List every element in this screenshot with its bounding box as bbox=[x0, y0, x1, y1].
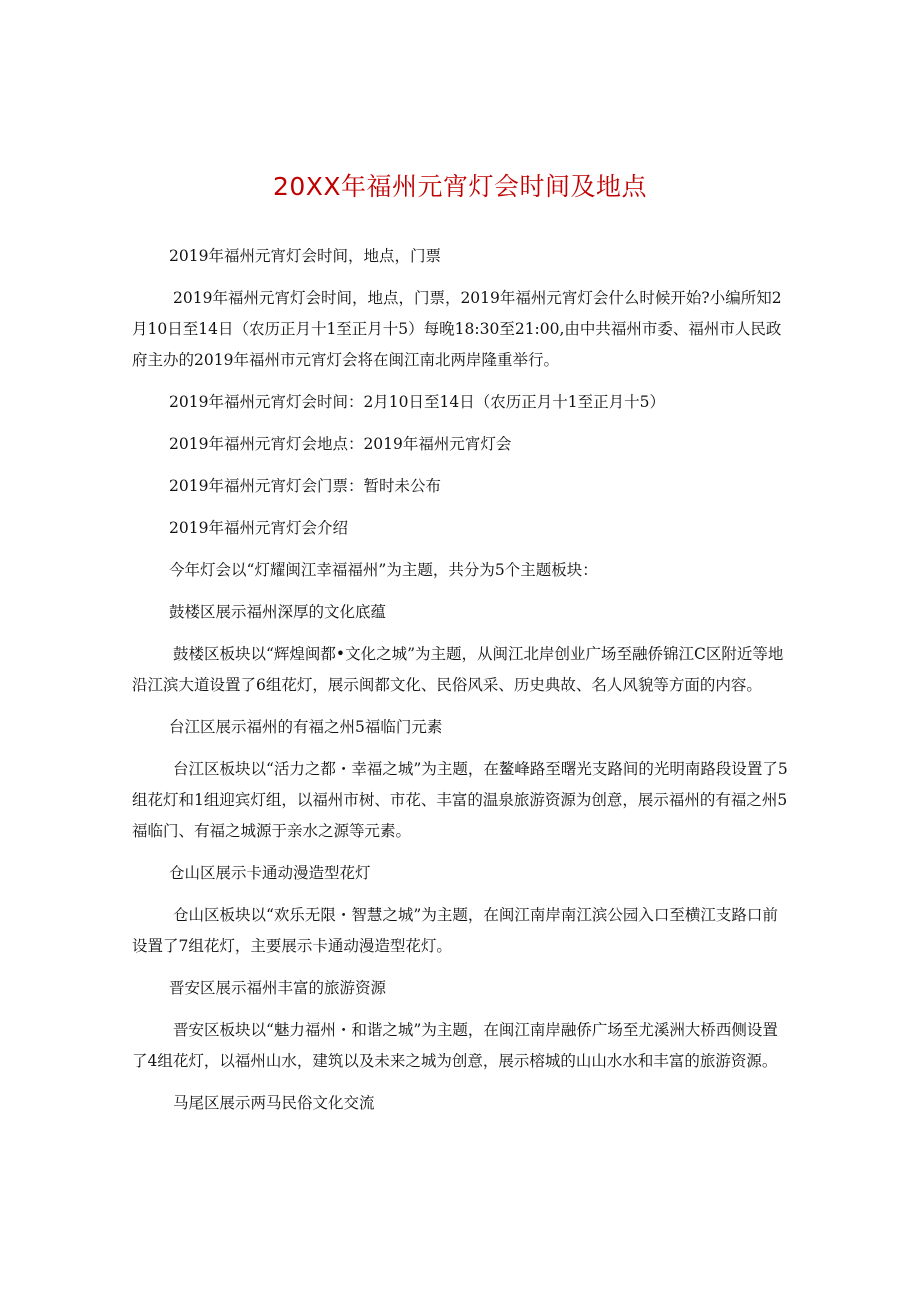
paragraph-mawei-heading: 马尾区展示两马民俗文化交流 bbox=[173, 1094, 375, 1112]
paragraph-gulou: 鼓楼区板块以“辉煌闽都•文化之城”为主题，从闽江北岸创业广场至融侨锦江C区附近等地沿江滨大道设置了6组花灯，展示闽都文化、民俗风采、历史典故、名人风貌等方面的内容。 bbox=[132, 645, 784, 694]
paragraph-jinan-heading: 晋安区展示福州丰富的旅游资源 bbox=[169, 979, 387, 997]
paragraph-taijiang-heading: 台江区展示福州的有福之州5福临门元素 bbox=[169, 718, 443, 736]
paragraph-location: 2019年福州元宵灯会地点：2019年福州元宵灯会 bbox=[169, 435, 512, 453]
paragraph-cangshan: 仓山区板块以“欢乐无限・智慧之城”为主题，在闽江南岸南江滨公园入口至横江支路口前设置了7组花灯，主要展示卡通动漫造型花灯。 bbox=[132, 906, 778, 955]
paragraph-intro: 2019年福州元宵灯会时间，地点，门票，2019年福州元宵灯会什么时候开始?小编所知2月10日至14日（农历正月十1至正月十5）每晚18:30至21:00,由中共福州市委、福州市人民政府主办的2019年福州市元宵灯会将在闽江南北两岸隆重举行。 bbox=[132, 289, 782, 369]
paragraph-jinan: 晋安区板块以“魅力福州・和谐之城”为主题，在闽江南岸融侨广场至尤溪洲大桥西侧设置了4组花灯，以福州山水，建筑以及未来之城为创意，展示榕城的山山水水和丰富的旅游资源。 bbox=[132, 1021, 778, 1070]
paragraph-intro-heading: 2019年福州元宵灯会时间，地点，门票 bbox=[169, 247, 441, 265]
paragraph-cangshan-heading: 仓山区展示卡通动漫造型花灯 bbox=[169, 864, 371, 882]
paragraph-introduction-heading: 2019年福州元宵灯会介绍 bbox=[169, 519, 348, 537]
document-body bbox=[132, 241, 792, 1130]
paragraph-gulou-heading: 鼓楼区展示福州深厚的文化底蕴 bbox=[169, 603, 387, 621]
paragraph-tickets: 2019年福州元宵灯会门票：暂时未公布 bbox=[169, 477, 441, 495]
paragraph-taijiang: 台江区板块以“活力之都・幸福之城”为主题，在鳌峰路至曙光支路间的光明南路段设置了5组花灯和1组迎宾灯组，以福州市树、市花、丰富的温泉旅游资源为创意，展示福州的有福之州5福临门、有福之城源于亲水之源等元素。 bbox=[132, 760, 788, 840]
paragraph-time: 2019年福州元宵灯会时间：2月10日至14日（农历正月十1至正月十5） bbox=[169, 393, 665, 411]
document-title: 20XX年福州元宵灯会时间及地点 bbox=[272, 172, 648, 201]
paragraph-theme: 今年灯会以“灯耀闽江幸福福州”为主题，共分为5个主题板块： bbox=[169, 561, 598, 579]
